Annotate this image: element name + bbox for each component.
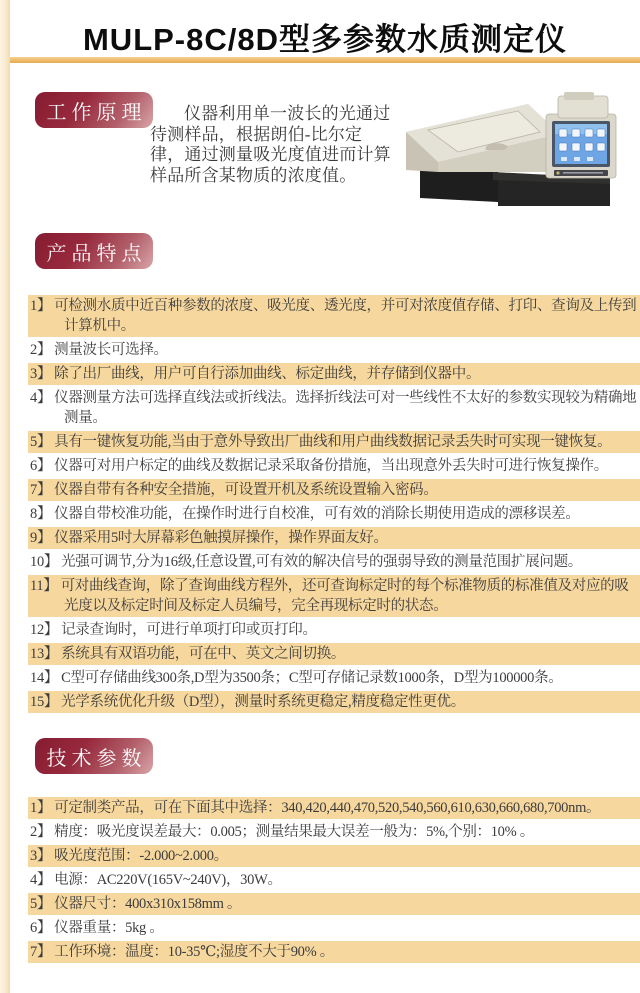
list-item — [28, 691, 640, 713]
list-item — [28, 619, 640, 641]
item-text: 精度：吸光度误差最大：0.005；测量结果最大误差一般为：5%,个别：10% 。 — [54, 824, 534, 840]
item-number: 6】 — [30, 458, 52, 474]
list-item — [28, 551, 640, 573]
item-number: 5】 — [30, 896, 52, 912]
list-item — [28, 339, 640, 361]
item-number: 11】 — [30, 578, 58, 594]
principle-text: 仪器利用单一波长的光通过待测样品，根据朗伯-比尔定律，通过测量吸光度值进而计算样品所含某物质的浓度值。 — [150, 104, 391, 185]
list-item — [28, 295, 640, 337]
item-text: 光强可调节,分为16级,任意设置,可有效的解决信号的强弱导致的测量范围扩展问题。 — [61, 554, 582, 570]
list-item — [28, 503, 640, 525]
item-number: 12】 — [30, 622, 59, 638]
item-number: 8】 — [30, 506, 52, 522]
left-accent-band — [0, 0, 10, 993]
list-item — [28, 431, 640, 453]
item-text: 仪器自带校准功能，在操作时进行自校准，可有效的消除长期使用造成的漂移误差。 — [54, 506, 580, 522]
item-text: 工作环境：温度：10-35℃;湿度不大于90% 。 — [54, 944, 334, 960]
item-number: 1】 — [30, 800, 52, 816]
item-text: 记录查询时，可进行单项打印或页打印。 — [61, 622, 317, 638]
item-number: 2】 — [30, 342, 52, 358]
item-number: 4】 — [30, 872, 52, 888]
list-item — [28, 893, 640, 915]
analyzer-photo — [398, 88, 628, 212]
item-text: 吸光度范围：-2.000~2.000。 — [54, 848, 228, 864]
list-item — [28, 363, 640, 385]
item-number: 13】 — [30, 646, 59, 662]
section-heading-features: 产品特点 — [35, 233, 153, 269]
item-text: 仪器采用5吋大屏幕彩色触摸屏操作，操作界面友好。 — [54, 530, 388, 546]
item-text: 除了出厂曲线，用户可自行添加曲线、标定曲线，并存储到仪器中。 — [54, 366, 481, 382]
list-item — [28, 821, 640, 843]
title-divider — [10, 57, 640, 63]
list-item — [28, 479, 640, 501]
list-item — [28, 667, 640, 689]
item-number: 1】 — [30, 298, 52, 314]
item-text: 可定制类产品，可在下面其中选择：340,420,440,470,520,540,560,610,630,660,680,700nm。 — [54, 800, 601, 816]
item-text: 测量波长可选择。 — [54, 342, 168, 358]
item-number: 3】 — [30, 848, 52, 864]
list-item — [28, 455, 640, 477]
item-text: 系统具有双语功能，可在中、英文之间切换。 — [61, 646, 346, 662]
item-text: 仪器测量方法可选择直线法或折线法。选择折线法可对一些线性不太好的参数实现较为精确地测量。 — [54, 390, 637, 426]
item-text: 仪器自带有各种安全措施，可设置开机及系统设置输入密码。 — [54, 482, 438, 498]
item-number: 4】 — [30, 390, 52, 406]
section-heading-principle: 工作原理 — [35, 92, 153, 128]
list-item — [28, 917, 640, 939]
item-number: 5】 — [30, 434, 52, 450]
item-text: 可对曲线查询，除了查询曲线方程外，还可查询标定时的每个标准物质的标准值及对应的吸光度以及标定时间及标定人员编号，完全再现标定时的状态。 — [60, 578, 629, 614]
section-heading-specs: 技术参数 — [35, 738, 153, 774]
list-item — [28, 643, 640, 665]
item-text: 仪器尺寸：400x310x158mm 。 — [54, 896, 242, 912]
features-list — [28, 295, 640, 715]
list-item — [28, 869, 640, 891]
specs-list — [28, 797, 640, 965]
list-item — [28, 797, 640, 819]
page-title: MULP-8C/8D型多参数水质测定仪 — [82, 22, 567, 57]
list-item — [28, 575, 640, 617]
list-item — [28, 845, 640, 867]
list-item — [28, 527, 640, 549]
item-number: 7】 — [30, 944, 52, 960]
list-item — [28, 941, 640, 963]
item-text: C型可存储曲线300条,D型为3500条；C型可存储记录数1000条，D型为100000条。 — [61, 670, 563, 686]
item-text: 仪器可对用户标定的曲线及数据记录采取备份措施，当出现意外丢失时可进行恢复操作。 — [54, 458, 608, 474]
item-text: 光学系统优化升级（D型），测量时系统更稳定,精度稳定性更优。 — [61, 694, 465, 710]
item-text: 可检测水质中近百种参数的浓度、吸光度、透光度，并可对浓度值存储、打印、查询及上传到计算机中。 — [54, 298, 637, 334]
item-text: 仪器重量：5kg 。 — [54, 920, 164, 936]
item-number: 9】 — [30, 530, 52, 546]
item-number: 3】 — [30, 366, 52, 382]
item-number: 7】 — [30, 482, 52, 498]
item-text: 具有一键恢复功能,当由于意外导致出厂曲线和用户曲线数据记录丢失时可实现一键恢复。 — [54, 434, 612, 450]
item-number: 15】 — [30, 694, 59, 710]
item-text: 电源：AC220V(165V~240V)，30W。 — [54, 872, 282, 888]
list-item — [28, 387, 640, 429]
item-number: 6】 — [30, 920, 52, 936]
item-number: 14】 — [30, 670, 59, 686]
item-number: 10】 — [30, 554, 59, 570]
item-number: 2】 — [30, 824, 52, 840]
